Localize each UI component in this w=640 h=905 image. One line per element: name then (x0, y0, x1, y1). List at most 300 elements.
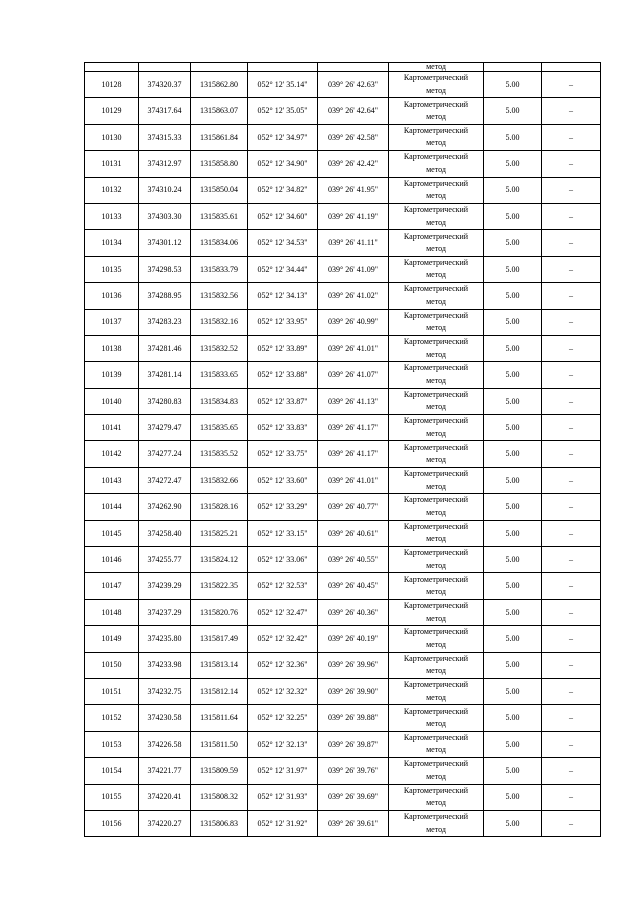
accuracy-cell: 5.00 (484, 547, 542, 573)
id-cell: 10129 (85, 98, 139, 124)
table-body (85, 63, 601, 837)
method-line: Картометрический (403, 231, 469, 241)
lat-cell: 052° 12' 33.29" (248, 494, 318, 520)
method-cell (389, 810, 484, 836)
method-line: Картометрический (403, 548, 469, 558)
x-cell: 374303.30 (139, 203, 191, 229)
continuation-row (85, 63, 601, 72)
accuracy-cell: 5.00 (484, 810, 542, 836)
method-line: Картометрический (403, 99, 469, 109)
x-cell: 374283.23 (139, 309, 191, 335)
method-cell (389, 177, 484, 203)
method-line: Картометрический (403, 732, 469, 742)
method-line: метод (426, 323, 446, 333)
y-cell: 1315822.35 (191, 573, 248, 599)
lon-cell (318, 63, 389, 72)
x-cell: 374288.95 (139, 283, 191, 309)
y-cell: 1315820.76 (191, 599, 248, 625)
lon-cell: 039° 26' 41.07" (318, 362, 389, 388)
method-line: Картометрический (403, 125, 469, 135)
method-cell (389, 256, 484, 282)
lon-cell: 039° 26' 41.13" (318, 388, 389, 414)
lon-cell: 039° 26' 42.64" (318, 98, 389, 124)
table-row (85, 151, 601, 177)
table-row (85, 731, 601, 757)
y-cell: 1315835.52 (191, 441, 248, 467)
table-row (85, 283, 601, 309)
note-cell: – (542, 652, 601, 678)
accuracy-cell: 5.00 (484, 203, 542, 229)
method-line: Картометрический (403, 73, 469, 83)
x-cell: 374255.77 (139, 547, 191, 573)
method-line: метод (426, 507, 446, 517)
y-cell: 1315813.14 (191, 652, 248, 678)
table-row (85, 98, 601, 124)
lat-cell: 052° 12' 32.53" (248, 573, 318, 599)
lon-cell: 039° 26' 39.76" (318, 758, 389, 784)
accuracy-cell: 5.00 (484, 415, 542, 441)
id-cell: 10138 (85, 335, 139, 361)
id-cell: 10132 (85, 177, 139, 203)
x-cell: 374232.75 (139, 678, 191, 704)
method-cell (389, 283, 484, 309)
id-cell: 10152 (85, 705, 139, 731)
y-cell: 1315832.56 (191, 283, 248, 309)
id-cell: 10156 (85, 810, 139, 836)
y-cell: 1315832.66 (191, 467, 248, 493)
lat-cell: 052° 12' 32.25" (248, 705, 318, 731)
table-row (85, 467, 601, 493)
table-row (85, 520, 601, 546)
lon-cell: 039° 26' 40.99" (318, 309, 389, 335)
method-cell (389, 758, 484, 784)
id-cell: 10153 (85, 731, 139, 757)
note-cell: – (542, 705, 601, 731)
id-cell: 10139 (85, 362, 139, 388)
table-row (85, 388, 601, 414)
y-cell: 1315850.04 (191, 177, 248, 203)
x-cell: 374310.24 (139, 177, 191, 203)
accuracy-cell: 5.00 (484, 758, 542, 784)
method-line: метод (426, 639, 446, 649)
method-line: Картометрический (403, 759, 469, 769)
method-cell (389, 652, 484, 678)
y-cell: 1315825.21 (191, 520, 248, 546)
accuracy-cell: 5.00 (484, 388, 542, 414)
method-line: метод (426, 349, 446, 359)
y-cell: 1315861.84 (191, 124, 248, 150)
lat-cell (248, 63, 318, 72)
note-cell: – (542, 494, 601, 520)
id-cell: 10128 (85, 72, 139, 98)
lon-cell: 039° 26' 42.58" (318, 124, 389, 150)
accuracy-cell: 5.00 (484, 678, 542, 704)
note-cell: – (542, 177, 601, 203)
method-cell (389, 705, 484, 731)
note-cell: – (542, 599, 601, 625)
lon-cell: 039° 26' 40.19" (318, 626, 389, 652)
table-row (85, 72, 601, 98)
y-cell: 1315834.83 (191, 388, 248, 414)
method-line: Картометрический (403, 389, 469, 399)
method-line: Картометрический (403, 152, 469, 162)
lon-cell: 039° 26' 41.09" (318, 256, 389, 282)
lon-cell: 039° 26' 41.01" (318, 335, 389, 361)
method-cell (389, 626, 484, 652)
y-cell: 1315811.50 (191, 731, 248, 757)
method-line: метод (426, 191, 446, 201)
x-cell: 374226.58 (139, 731, 191, 757)
method-line: Картометрический (403, 337, 469, 347)
table-row (85, 494, 601, 520)
table-row (85, 203, 601, 229)
method-line: Картометрический (403, 178, 469, 188)
x-cell: 374301.12 (139, 230, 191, 256)
note-cell: – (542, 309, 601, 335)
y-cell (191, 63, 248, 72)
lon-cell: 039° 26' 41.19" (318, 203, 389, 229)
id-cell: 10134 (85, 230, 139, 256)
lon-cell: 039° 26' 39.61" (318, 810, 389, 836)
lat-cell: 052° 12' 35.14" (248, 72, 318, 98)
accuracy-cell: 5.00 (484, 335, 542, 361)
y-cell: 1315809.59 (191, 758, 248, 784)
lat-cell: 052° 12' 32.42" (248, 626, 318, 652)
x-cell: 374233.98 (139, 652, 191, 678)
accuracy-cell: 5.00 (484, 652, 542, 678)
coordinates-table (84, 62, 601, 837)
lon-cell: 039° 26' 40.36" (318, 599, 389, 625)
x-cell: 374262.90 (139, 494, 191, 520)
method-cell (389, 494, 484, 520)
y-cell: 1315808.32 (191, 784, 248, 810)
y-cell: 1315832.16 (191, 309, 248, 335)
method-line: Картометрический (403, 469, 469, 479)
method-line: метод (426, 692, 446, 702)
method-line: метод (426, 217, 446, 227)
x-cell (139, 63, 191, 72)
lat-cell: 052° 12' 31.92" (248, 810, 318, 836)
table-row (85, 573, 601, 599)
lon-cell: 039° 26' 39.87" (318, 731, 389, 757)
method-line: метод (426, 824, 446, 834)
method-line: метод (426, 428, 446, 438)
note-cell: – (542, 467, 601, 493)
note-cell: – (542, 388, 601, 414)
lat-cell: 052° 12' 34.44" (248, 256, 318, 282)
x-cell: 374281.14 (139, 362, 191, 388)
lon-cell: 039° 26' 41.17" (318, 441, 389, 467)
lon-cell: 039° 26' 39.69" (318, 784, 389, 810)
note-cell: – (542, 98, 601, 124)
method-line: метод (426, 771, 446, 781)
y-cell: 1315824.12 (191, 547, 248, 573)
accuracy-cell: 5.00 (484, 573, 542, 599)
lon-cell: 039° 26' 40.45" (318, 573, 389, 599)
method-cell (389, 335, 484, 361)
accuracy-cell: 5.00 (484, 256, 542, 282)
id-cell: 10148 (85, 599, 139, 625)
accuracy-cell (484, 63, 542, 72)
y-cell: 1315828.16 (191, 494, 248, 520)
y-cell: 1315833.79 (191, 256, 248, 282)
table-row (85, 230, 601, 256)
note-cell: – (542, 362, 601, 388)
id-cell: 10136 (85, 283, 139, 309)
x-cell: 374279.47 (139, 415, 191, 441)
note-cell: – (542, 124, 601, 150)
method-line: метод (426, 112, 446, 122)
method-line: Картометрический (403, 363, 469, 373)
y-cell: 1315833.65 (191, 362, 248, 388)
table-row (85, 705, 601, 731)
y-cell: 1315862.80 (191, 72, 248, 98)
x-cell: 374220.27 (139, 810, 191, 836)
lat-cell: 052° 12' 33.75" (248, 441, 318, 467)
method-line: метод (426, 455, 446, 465)
y-cell: 1315863.07 (191, 98, 248, 124)
table-row (85, 547, 601, 573)
method-line: метод (426, 296, 446, 306)
accuracy-cell: 5.00 (484, 520, 542, 546)
y-cell: 1315817.49 (191, 626, 248, 652)
note-cell: – (542, 230, 601, 256)
method-line: Картометрический (403, 812, 469, 822)
table-row (85, 256, 601, 282)
lat-cell: 052° 12' 33.95" (248, 309, 318, 335)
y-cell: 1315835.65 (191, 415, 248, 441)
method-line: Картометрический (403, 495, 469, 505)
accuracy-cell: 5.00 (484, 98, 542, 124)
accuracy-cell: 5.00 (484, 784, 542, 810)
method-line: Картометрический (403, 680, 469, 690)
method-cell (389, 388, 484, 414)
method-cell (389, 98, 484, 124)
note-cell: – (542, 72, 601, 98)
method-line: метод (426, 719, 446, 729)
lat-cell: 052° 12' 33.83" (248, 415, 318, 441)
method-line: метод (426, 587, 446, 597)
method-line: Картометрический (403, 653, 469, 663)
lat-cell: 052° 12' 33.87" (248, 388, 318, 414)
method-line: Картометрический (403, 205, 469, 215)
accuracy-cell: 5.00 (484, 441, 542, 467)
lat-cell: 052° 12' 34.60" (248, 203, 318, 229)
id-cell: 10131 (85, 151, 139, 177)
method-line: Картометрический (403, 310, 469, 320)
method-cell (389, 309, 484, 335)
accuracy-cell: 5.00 (484, 177, 542, 203)
lat-cell: 052° 12' 32.36" (248, 652, 318, 678)
method-cell (389, 678, 484, 704)
lat-cell: 052° 12' 33.15" (248, 520, 318, 546)
lat-cell: 052° 12' 35.05" (248, 98, 318, 124)
lat-cell: 052° 12' 33.89" (248, 335, 318, 361)
method-line: Картометрический (403, 627, 469, 637)
note-cell: – (542, 151, 601, 177)
id-cell: 10142 (85, 441, 139, 467)
y-cell: 1315806.83 (191, 810, 248, 836)
method-cell (389, 784, 484, 810)
method-cell (389, 362, 484, 388)
table-row (85, 177, 601, 203)
table-row (85, 599, 601, 625)
accuracy-cell: 5.00 (484, 599, 542, 625)
id-cell (85, 63, 139, 72)
method-line: метод (426, 138, 446, 148)
method-cell (389, 573, 484, 599)
method-line: метод (426, 745, 446, 755)
table-row (85, 415, 601, 441)
lon-cell: 039° 26' 40.77" (318, 494, 389, 520)
table-row (85, 626, 601, 652)
accuracy-cell: 5.00 (484, 230, 542, 256)
id-cell: 10149 (85, 626, 139, 652)
y-cell: 1315832.52 (191, 335, 248, 361)
x-cell: 374298.53 (139, 256, 191, 282)
method-line: Картометрический (403, 521, 469, 531)
method-line: метод (426, 164, 446, 174)
x-cell: 374312.97 (139, 151, 191, 177)
id-cell: 10151 (85, 678, 139, 704)
lat-cell: 052° 12' 34.90" (248, 151, 318, 177)
lon-cell: 039° 26' 39.96" (318, 652, 389, 678)
x-cell: 374315.33 (139, 124, 191, 150)
note-cell: – (542, 335, 601, 361)
lat-cell: 052° 12' 32.47" (248, 599, 318, 625)
lat-cell: 052° 12' 33.60" (248, 467, 318, 493)
table-row (85, 309, 601, 335)
method-line: Картометрический (403, 785, 469, 795)
note-cell: – (542, 547, 601, 573)
method-line: метод (426, 375, 446, 385)
y-cell: 1315835.61 (191, 203, 248, 229)
note-cell: – (542, 203, 601, 229)
table-row (85, 124, 601, 150)
id-cell: 10130 (85, 124, 139, 150)
note-cell: – (542, 520, 601, 546)
method-line: метод (426, 481, 446, 491)
note-cell (542, 63, 601, 72)
lon-cell: 039° 26' 42.63" (318, 72, 389, 98)
accuracy-cell: 5.00 (484, 283, 542, 309)
method-line: метод (426, 798, 446, 808)
method-line: метод (426, 402, 446, 412)
method-line: Картометрический (403, 284, 469, 294)
y-cell: 1315858.80 (191, 151, 248, 177)
note-cell: – (542, 415, 601, 441)
table-row (85, 758, 601, 784)
method-cell (389, 599, 484, 625)
note-cell: – (542, 784, 601, 810)
lon-cell: 039° 26' 41.17" (318, 415, 389, 441)
id-cell: 10135 (85, 256, 139, 282)
id-cell: 10140 (85, 388, 139, 414)
note-cell: – (542, 283, 601, 309)
lat-cell: 052° 12' 34.13" (248, 283, 318, 309)
lon-cell: 039° 26' 39.88" (318, 705, 389, 731)
id-cell: 10145 (85, 520, 139, 546)
lon-cell: 039° 26' 40.55" (318, 547, 389, 573)
method-line: Картометрический (403, 442, 469, 452)
lat-cell: 052° 12' 34.53" (248, 230, 318, 256)
lon-cell: 039° 26' 41.01" (318, 467, 389, 493)
note-cell: – (542, 678, 601, 704)
method-line: Картометрический (403, 574, 469, 584)
x-cell: 374258.40 (139, 520, 191, 546)
table-row (85, 784, 601, 810)
lat-cell: 052° 12' 32.13" (248, 731, 318, 757)
id-cell: 10133 (85, 203, 139, 229)
lat-cell: 052° 12' 31.97" (248, 758, 318, 784)
lon-cell: 039° 26' 39.90" (318, 678, 389, 704)
method-line: метод (426, 244, 446, 254)
accuracy-cell: 5.00 (484, 626, 542, 652)
method-cell (389, 731, 484, 757)
method-cell (389, 520, 484, 546)
note-cell: – (542, 256, 601, 282)
x-cell: 374221.77 (139, 758, 191, 784)
method-cell (389, 72, 484, 98)
method-line: метод (426, 666, 446, 676)
lon-cell: 039° 26' 40.61" (318, 520, 389, 546)
accuracy-cell: 5.00 (484, 362, 542, 388)
y-cell: 1315812.14 (191, 678, 248, 704)
id-cell: 10141 (85, 415, 139, 441)
x-cell: 374320.37 (139, 72, 191, 98)
accuracy-cell: 5.00 (484, 467, 542, 493)
method-line: метод (426, 560, 446, 570)
method-cell (389, 124, 484, 150)
method-line: Картометрический (403, 416, 469, 426)
x-cell: 374220.41 (139, 784, 191, 810)
table-row (85, 652, 601, 678)
method-line: Картометрический (403, 601, 469, 610)
id-cell: 10147 (85, 573, 139, 599)
id-cell: 10137 (85, 309, 139, 335)
method-line: метод (426, 534, 446, 544)
id-cell: 10143 (85, 467, 139, 493)
method-cell (389, 467, 484, 493)
note-cell: – (542, 758, 601, 784)
method-line: Картометрический (403, 257, 469, 267)
x-cell: 374281.46 (139, 335, 191, 361)
lat-cell: 052° 12' 33.06" (248, 547, 318, 573)
lat-cell: 052° 12' 34.82" (248, 177, 318, 203)
table-row (85, 362, 601, 388)
method-cell (389, 151, 484, 177)
x-cell: 374277.24 (139, 441, 191, 467)
x-cell: 374272.47 (139, 467, 191, 493)
accuracy-cell: 5.00 (484, 72, 542, 98)
id-cell: 10150 (85, 652, 139, 678)
accuracy-cell: 5.00 (484, 151, 542, 177)
table-row (85, 441, 601, 467)
id-cell: 10146 (85, 547, 139, 573)
method-line: метод (426, 613, 446, 623)
table-row (85, 678, 601, 704)
method-cell (389, 441, 484, 467)
lat-cell: 052° 12' 32.32" (248, 678, 318, 704)
lon-cell: 039° 26' 41.02" (318, 283, 389, 309)
method-cell (389, 203, 484, 229)
id-cell: 10155 (85, 784, 139, 810)
x-cell: 374317.64 (139, 98, 191, 124)
id-cell: 10154 (85, 758, 139, 784)
lat-cell: 052° 12' 33.88" (248, 362, 318, 388)
method-cell (389, 547, 484, 573)
method-line: Картометрический (403, 706, 469, 716)
